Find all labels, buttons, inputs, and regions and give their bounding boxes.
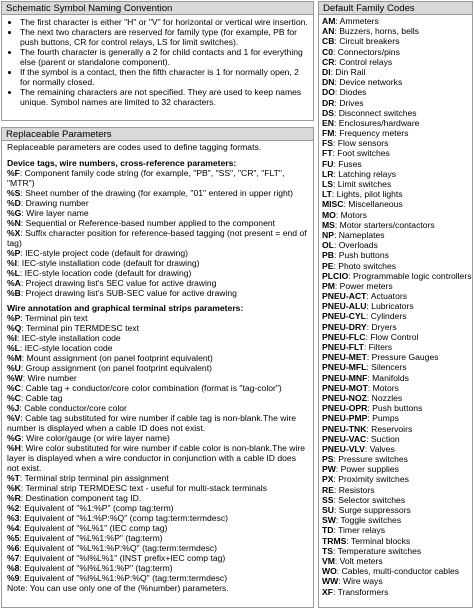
family-code-row (322, 352, 468, 362)
family-code-row (322, 495, 468, 505)
naming-rule-item: • The next two characters are reserved for family type (for example, PB for push buttons, CR for control relays, LS for limit switches). (20, 27, 309, 47)
family-code: PM (322, 280, 335, 291)
family-code-description: : Push buttons (367, 403, 423, 414)
family-code-row (322, 199, 468, 209)
parameter-code: %T (7, 473, 20, 483)
family-code-row (322, 67, 468, 77)
parameter-item (7, 288, 309, 298)
family-code-row (322, 576, 468, 586)
naming-rule-item: • The fourth character is generally a 2 for child contacts and 1 for everything else (parent or standalone component). (20, 47, 309, 67)
parameter-description: : IEC-style location code (default for drawing) (19, 268, 192, 278)
family-code-row (322, 373, 468, 383)
schematic-naming-title: Schematic Symbol Naming Convention (2, 2, 313, 15)
family-code-description: : Power supplies (335, 464, 399, 475)
family-code-row (322, 36, 468, 46)
family-code-row (322, 566, 468, 576)
family-code: SU (322, 505, 334, 515)
family-code-row (322, 128, 468, 138)
family-code: PNEU-DRY (322, 321, 367, 332)
family-code: WW (322, 576, 339, 587)
parameter-item (7, 483, 309, 493)
family-code: PS (322, 454, 334, 465)
family-code-row (322, 179, 468, 189)
parameter-description: : IEC-style installation code (default for drawing) (17, 258, 200, 268)
family-code-description: : Flow Control (365, 331, 419, 342)
parameter-item (7, 343, 309, 353)
parameter-item (7, 543, 309, 553)
family-code-row (322, 301, 468, 311)
parameter-item (7, 208, 309, 218)
family-code: PE (322, 260, 334, 271)
parameter-description: : IEC-style installation code (17, 333, 121, 343)
parameter-description: : Cable tag (20, 393, 63, 403)
parameter-item (7, 473, 309, 483)
family-code: MISC (322, 199, 344, 210)
parameter-description: : Project drawing list's SUB-SEC value for active drawing (20, 288, 237, 298)
family-code: PNEU-ALU (322, 301, 367, 312)
family-code: CB (322, 36, 335, 47)
parameter-item (7, 198, 309, 208)
family-code: PNEU-MET (322, 352, 367, 363)
parameter-item (7, 268, 309, 278)
schematic-naming-list (2, 15, 313, 107)
family-code-row (322, 444, 468, 454)
replaceable-parameters-body (2, 152, 313, 593)
family-code-row (322, 210, 468, 220)
family-code: CR (322, 56, 335, 67)
family-code-row (322, 342, 468, 352)
family-code-description: : Device networks (334, 77, 403, 88)
family-code-row (322, 57, 468, 67)
family-code: TRMS (322, 535, 347, 546)
parameter-item (7, 413, 309, 433)
parameter-item (7, 248, 309, 258)
parameter-code: %8 (7, 563, 20, 573)
parameter-description: : Sheet number of the drawing (for example, "01" entered in upper right) (20, 188, 294, 198)
parameter-item (7, 503, 309, 513)
family-code-row (322, 261, 468, 271)
family-code-description: : Cables, multi-conductor cables (336, 566, 460, 577)
parameter-description: : Cable conductor/core color (19, 403, 127, 413)
family-code: EN (322, 117, 334, 128)
family-code-row (322, 413, 468, 423)
family-code-description: : Cylinders (365, 311, 407, 322)
family-code-row (322, 424, 468, 434)
parameter-description: : Equivalent of "%I%L%1:%P" (tag:term) (19, 563, 173, 573)
naming-rule-item: • The first character is either "H" or "V" for horizontal or vertical wire insertion. (20, 17, 309, 27)
parameter-description: : Mount assignment (on panel footprint equivalent) (21, 353, 213, 363)
family-code-description: : Nozzles (366, 392, 403, 403)
parameter-item (7, 168, 309, 188)
parameter-code: %P (7, 248, 21, 258)
family-code: RE (322, 484, 334, 495)
family-code-description: : Power meters (334, 280, 393, 291)
family-code-description: : Motors (367, 382, 399, 393)
parameter-description: : Equivalent of "%L%1:%P:%Q" (tag:term:termdesc) (19, 543, 218, 553)
parameter-code: %B (7, 288, 21, 298)
parameter-description: : Drawing number (20, 198, 89, 208)
parameter-code: %G (7, 433, 22, 443)
parameter-item (7, 333, 309, 343)
family-code-description: : Frequency meters (334, 128, 409, 139)
parameter-item (7, 188, 309, 198)
parameter-description: : Terminal pin TERMDESC text (21, 323, 139, 333)
parameter-description: : Cable tag + conductor/core color combination (format is "tag-color") (20, 383, 282, 393)
parameter-description: : Component family code string (for example, "PB", "SS", "CR", "FLT", "MTR") (7, 168, 285, 188)
family-code-row (322, 525, 468, 535)
family-code: PNEU-MOT (322, 382, 368, 393)
parameter-code: %2 (7, 503, 20, 513)
family-code-description: : Disconnect switches (333, 107, 417, 118)
parameter-description: : Wire layer name (21, 208, 89, 218)
family-code-description: : Diodes (334, 87, 367, 98)
family-code-description: : Drives (334, 97, 364, 108)
family-code-description: : Reservoirs (366, 423, 413, 434)
parameter-code: %M (7, 353, 22, 363)
family-code: PNEU-PMP (322, 413, 368, 424)
family-code-description: : Pumps (367, 413, 399, 424)
parameter-code: %J (7, 403, 20, 413)
family-code-description: : Miscellaneous (343, 199, 403, 210)
family-code-row (322, 505, 468, 515)
family-code-description: : Pressure Gauges (366, 352, 439, 363)
family-code-description: : Nameplates (333, 229, 385, 240)
parameter-item (7, 353, 309, 363)
parameter-item (7, 258, 309, 268)
family-code-row (322, 250, 468, 260)
parameter-description: : Equivalent of "%I%L%1" (INST prefix+IEC comp tag) (19, 553, 226, 563)
parameter-group-heading: Device tags, wire numbers, cross-reference parameters: (7, 158, 237, 168)
parameter-item (7, 323, 309, 333)
family-code: LR (322, 168, 334, 179)
family-code: PNEU-OPR (322, 403, 368, 414)
family-code-row (322, 108, 468, 118)
parameter-item (7, 533, 309, 543)
family-code: FT (322, 148, 333, 159)
parameter-description: : Wire number (22, 373, 77, 383)
family-code-row (322, 159, 468, 169)
parameter-code: %S (7, 188, 21, 198)
family-code-description: : Resistors (333, 484, 375, 495)
parameter-code: %I (7, 333, 18, 343)
family-code-row (322, 26, 468, 36)
family-code: DO (322, 87, 335, 98)
parameter-code: %C (7, 393, 21, 403)
family-code-row (322, 322, 468, 332)
parameter-description: : Equivalent of "%L%1:%P" (tag:term) (19, 533, 163, 543)
parameter-description: : IEC-style location code (19, 343, 113, 353)
parameter-description: : Equivalent of "%I%L%1:%P:%Q" (tag:term:termdesc) (19, 573, 228, 583)
parameter-item (7, 363, 309, 373)
parameter-code: %F (7, 168, 20, 178)
family-code-description: : Motor starters/contactors (334, 219, 435, 230)
family-code-description: : Photo switches (333, 260, 397, 271)
parameter-code: %R (7, 493, 21, 503)
family-code: PNEU-ACT (322, 291, 367, 302)
family-code-row (322, 77, 468, 87)
parameter-item (7, 383, 309, 393)
family-code-description: : Transformers (332, 586, 389, 597)
parameter-code: %K (7, 483, 21, 493)
parameter-description: : Wire color substituted for wire number if cable color is non-blank.The wire layer is displayed when a wire conductor in conjunction with a cable ID does not exist. (7, 443, 306, 473)
family-code-row (322, 98, 468, 108)
family-code-description: : Latching relays (333, 168, 397, 179)
family-code-description: : Control relays (334, 56, 393, 67)
parameter-description: : Terminal strip TERMDESC text - useful for multi-stack terminals (20, 483, 267, 493)
family-code-description: : Buzzers, horns, bells (334, 26, 419, 37)
family-code-row (322, 546, 468, 556)
parameter-description: : Cable tag substituted for wire number if cable tag is non-blank.The wire number is displayed when a cable ID does not exist. (7, 413, 296, 433)
family-codes-list (319, 15, 472, 597)
family-code: VM (322, 555, 335, 566)
parameter-code: %V (7, 413, 21, 423)
family-code-description: : Suction (366, 433, 400, 444)
family-code-row (322, 169, 468, 179)
replaceable-parameters-title: Replaceable Parameters (2, 128, 313, 141)
family-code: PB (322, 250, 334, 261)
family-code-row (322, 230, 468, 240)
family-code: DN (322, 77, 335, 88)
parameter-code: %D (7, 198, 21, 208)
default-family-codes-title: Default Family Codes (319, 2, 472, 15)
parameter-code: %W (7, 373, 23, 383)
schematic-naming-panel (1, 1, 314, 121)
family-code-description: : Push buttons (333, 250, 389, 261)
parameter-code: %N (7, 218, 21, 228)
parameter-item (7, 553, 309, 563)
family-code: FM (322, 128, 335, 139)
replaceable-parameters-intro: Replaceable parameters are codes used to define tagging formats. (7, 142, 262, 152)
family-code: XF (322, 586, 333, 597)
parameter-item (7, 373, 309, 383)
family-code-description: : Motors (335, 209, 367, 220)
family-code-row (322, 220, 468, 230)
family-code-description: : Surge suppressors (333, 505, 411, 515)
family-code: SS (322, 494, 334, 505)
family-code-description: : Enclosures/hardware (333, 117, 420, 128)
parameter-code: %Q (7, 323, 22, 333)
family-code-description: : Lights, pilot lights (331, 189, 403, 200)
family-code-description: : Proximity switches (333, 474, 409, 485)
family-code: MS (322, 219, 335, 230)
family-code: DS (322, 107, 334, 118)
family-code: PNEU-VAC (322, 433, 367, 444)
family-code-description: : Circuit breakers (334, 36, 400, 47)
parameter-description: : Equivalent of "%L%1" (IEC comp tag) (19, 523, 168, 533)
family-code-row (322, 393, 468, 403)
parameter-description: : Equivalent of "%1:%P" (comp tag:term) (19, 503, 174, 513)
family-code: LS (322, 179, 333, 189)
family-code-description: : Valves (364, 443, 395, 454)
family-code-row (322, 362, 468, 372)
family-code-row (322, 118, 468, 128)
parameter-code: %L (7, 343, 20, 353)
family-code-row (322, 464, 468, 474)
parameter-item (7, 573, 309, 583)
family-code-description: : Programmable logic controllers (348, 270, 472, 281)
family-code: TD (322, 525, 334, 536)
family-code-description: : Din Rail (330, 66, 366, 77)
family-code: LT (322, 189, 332, 200)
family-code: PNEU-FLC (322, 331, 366, 342)
family-code-row (322, 383, 468, 393)
family-code-row (322, 485, 468, 495)
parameter-description: : Terminal pin text (20, 313, 88, 323)
family-code: WO (322, 566, 337, 577)
naming-rule-item: • The remaining characters are not specified. They are used to keep names unique. Symbol names are limited to 32 characters. (20, 87, 309, 107)
parameter-code: %3 (7, 513, 20, 523)
family-code: NP (322, 229, 334, 240)
family-code: PW (322, 464, 336, 475)
family-code-row (322, 515, 468, 525)
parameter-code: %I (7, 258, 18, 268)
family-code-description: : Silencers (366, 362, 407, 373)
family-code: TS (322, 545, 333, 556)
family-code: MO (322, 209, 336, 220)
family-code: PNEU-NOZ (322, 392, 367, 403)
parameter-code: %7 (7, 553, 20, 563)
parameter-item (7, 218, 309, 228)
family-code-row (322, 270, 472, 281)
family-code: FS (322, 138, 333, 149)
family-code-description: : Connectors/pins (333, 46, 400, 57)
parameter-code: %6 (7, 543, 20, 553)
parameter-code: %9 (7, 573, 20, 583)
parameter-item (7, 563, 309, 573)
family-code: PNEU-MFL (322, 362, 367, 373)
family-code: FU (322, 158, 334, 169)
family-code-row (322, 291, 468, 301)
family-code-row (322, 87, 468, 97)
family-code: PNEU-FLT (322, 342, 364, 352)
parameter-note: Note: You can use only one of the (%number) parameters. (7, 583, 229, 593)
family-code-row (322, 47, 468, 57)
family-code: AN (322, 26, 335, 37)
default-family-codes-panel (318, 1, 473, 608)
parameter-description: : Equivalent of "%1:%P:%Q" (comp tag:term:termdesc) (19, 513, 229, 523)
family-code-description: : Wire ways (338, 576, 383, 587)
parameter-item (7, 393, 309, 403)
parameter-code: %P (7, 313, 21, 323)
parameter-description: : Sequential or Reference-based number applied to the component (20, 218, 276, 228)
family-code: PLCIO (322, 270, 349, 281)
family-code-row (322, 332, 468, 342)
family-code-description: : Foot switches (332, 148, 390, 159)
parameter-description: : Destination component tag ID. (20, 493, 142, 503)
parameter-description: : Project drawing list's SEC value for active drawing (20, 278, 217, 288)
family-code: C0 (322, 46, 333, 57)
family-code-description: : Overloads (333, 240, 378, 251)
family-code-row (322, 474, 468, 484)
family-code-row (322, 311, 468, 321)
family-code-row (322, 138, 468, 148)
family-code: DI (322, 66, 331, 77)
parameter-description: : Group assignment (on panel footprint equivalent) (20, 363, 212, 373)
family-code-description: : Lubricators (366, 301, 414, 312)
family-code-description: : Temperature switches (332, 545, 422, 556)
parameter-item (7, 228, 309, 248)
family-code-description: : Filters (363, 342, 393, 352)
family-code-row (322, 148, 468, 158)
family-code: PNEU-MNF (322, 372, 368, 383)
parameter-code: %5 (7, 533, 20, 543)
family-code-description: : Fuses (333, 158, 362, 169)
parameter-group-heading: Wire annotation and graphical terminal strips parameters: (7, 303, 244, 313)
parameter-code: %U (7, 363, 21, 373)
family-code-description: : Ammeters (335, 16, 379, 26)
family-code: AM (322, 16, 336, 26)
parameter-item (7, 313, 309, 323)
parameter-description: : Wire color/gauge (or wire layer name) (21, 433, 170, 443)
family-code-description: : Flow sensors (332, 138, 389, 149)
family-code-description: : Terminal blocks (346, 535, 411, 546)
parameter-item (7, 443, 309, 473)
family-code-description: : Selector switches (333, 494, 406, 505)
parameter-description: : Suffix character position for reference-based tagging (not present = end of tag) (7, 228, 307, 248)
family-code-description: : Dryers (366, 321, 397, 332)
parameter-item (7, 403, 309, 413)
family-code-row (322, 454, 468, 464)
family-code: SW (322, 515, 336, 526)
parameter-item (7, 493, 309, 503)
parameter-item (7, 513, 309, 523)
parameter-description: : Terminal strip terminal pin assignment (19, 473, 169, 483)
parameter-description: : IEC-style project code (default for drawing) (20, 248, 189, 258)
parameter-code: %X (7, 228, 21, 238)
parameter-code: %C (7, 383, 21, 393)
family-code-description: : Toggle switches (335, 515, 402, 526)
family-code-row (322, 403, 468, 413)
family-code: OL (322, 240, 334, 251)
family-code: PX (322, 474, 334, 485)
parameter-code: %4 (7, 523, 20, 533)
family-code: PNEU-TNK (322, 423, 367, 434)
family-code-row (322, 189, 468, 199)
family-code-row (322, 240, 468, 250)
family-code-description: : Pressure switches (333, 454, 408, 465)
parameter-code: %A (7, 278, 21, 288)
replaceable-parameters-panel (1, 127, 314, 608)
family-code: DR (322, 97, 335, 108)
family-code: PNEU-VLV (322, 443, 365, 454)
family-code-description: : Timer relays (333, 525, 386, 536)
family-code-row (322, 587, 468, 597)
family-code-row (322, 434, 468, 444)
parameter-item (7, 433, 309, 443)
family-code-description: : Limit switches (332, 179, 392, 189)
family-code-row (322, 16, 468, 26)
parameter-code: %H (7, 443, 21, 453)
family-code-row (322, 536, 468, 546)
parameter-code: %G (7, 208, 22, 218)
parameter-item (7, 523, 309, 533)
family-code-description: : Volt meters (334, 555, 383, 566)
family-code-row (322, 556, 468, 566)
family-code-row (322, 281, 468, 291)
family-code: PNEU-CYL (322, 311, 366, 322)
parameter-item (7, 278, 309, 288)
parameter-code: %L (7, 268, 20, 278)
family-code-description: : Actuators (366, 291, 408, 302)
family-code-description: : Manifolds (367, 372, 409, 383)
naming-rule-item: • If the symbol is a contact, then the fifth character is 1 for normally open, 2 for normally closed. (20, 67, 309, 87)
